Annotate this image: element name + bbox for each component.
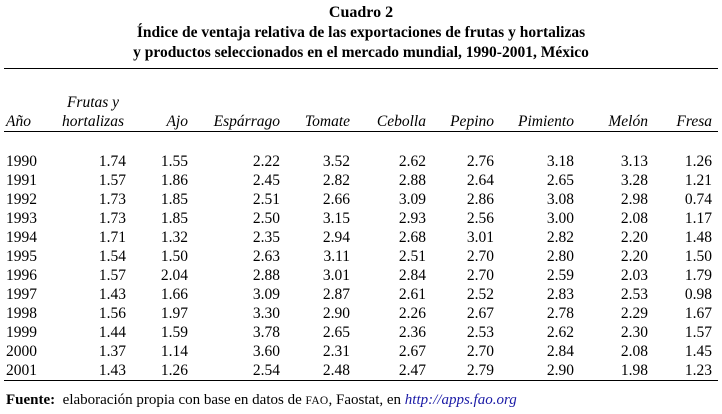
value-cell: 2.62 [398,153,426,170]
value-cell: 2.53 [620,286,648,303]
value-cell: 2.80 [546,248,574,265]
value-cell: 1.17 [684,210,712,227]
table-row [4,304,718,323]
value-cell: 1.32 [160,229,188,246]
value-cell: 3.52 [322,153,350,170]
source-text-after: , Faostat, en [328,392,405,408]
value-cell: 2.83 [546,286,574,303]
value-cell: 2.78 [546,305,574,322]
table-row [4,361,718,380]
value-cell: 2.36 [398,324,426,341]
value-cell: 1.55 [160,153,188,170]
table-caption [0,3,722,63]
source-link[interactable]: http://apps.fao.org [404,392,517,408]
value-cell: 1.98 [620,362,648,379]
table-number: Cuadro 2 [328,4,394,21]
header-year: Año [6,113,31,130]
value-cell: 2.20 [620,229,648,246]
data-table [4,68,718,380]
table-bottom-rule [4,380,718,381]
value-cell: 3.09 [398,191,426,208]
value-cell: 2.94 [322,229,350,246]
value-cell: 2.88 [252,267,280,284]
header-frutas-line1: Frutas y [66,94,120,111]
value-cell: 2.03 [620,267,648,284]
value-cell: 3.15 [322,210,350,227]
value-cell: 2.65 [322,324,350,341]
value-cell: 1.74 [98,153,126,170]
value-cell: 2.04 [160,267,188,284]
header-frutas-line2: hortalizas [61,113,124,130]
value-cell: 2.93 [398,210,426,227]
value-cell: 2.08 [620,343,648,360]
value-cell: 2.84 [398,267,426,284]
value-cell: 1.85 [160,191,188,208]
header-pepino: Pepino [450,113,494,130]
table-row [4,266,718,285]
header-fresa: Fresa [676,113,712,130]
value-cell: 1.54 [98,248,126,265]
table-title-line-2: y productos seleccionados en el mercado mundial, 1990-2001, México [133,44,589,61]
value-cell: 2.87 [322,286,350,303]
table-row [4,247,718,266]
value-cell: 1.26 [160,362,188,379]
value-cell: 1.43 [98,362,126,379]
value-cell: 3.28 [620,172,648,189]
value-cell: 2.63 [252,248,280,265]
value-cell: 1.26 [684,153,712,170]
value-cell: 2.54 [252,362,280,379]
value-cell: 1.71 [98,229,126,246]
table-row [4,228,718,247]
value-cell: 1.73 [98,210,126,227]
value-cell: 3.60 [252,343,280,360]
header-melon: Melón [608,113,648,130]
value-cell: 1.21 [684,172,712,189]
value-cell: 2.59 [546,267,574,284]
value-cell: 2.20 [620,248,648,265]
value-cell: 2.64 [466,172,494,189]
value-cell: 1.45 [684,343,712,360]
table-title-line-1: Índice de ventaja relativa de las exportaciones de frutas y hortalizas [136,24,586,41]
value-cell: 2.68 [398,229,426,246]
table-row [4,342,718,361]
value-cell: 1.50 [160,248,188,265]
header-ajo: Ajo [166,113,188,130]
value-cell: 2.67 [466,305,494,322]
value-cell: 2.30 [620,324,648,341]
year-cell: 1996 [6,267,37,284]
value-cell: 2.35 [252,229,280,246]
header-row [4,68,718,142]
value-cell: 2.29 [620,305,648,322]
value-cell: 2.56 [466,210,494,227]
value-cell: 1.85 [160,210,188,227]
value-cell: 1.66 [160,286,188,303]
value-cell: 1.43 [98,286,126,303]
value-cell: 3.08 [546,191,574,208]
value-cell: 1.57 [98,172,126,189]
year-cell: 1997 [6,286,37,303]
source-org: FAO [305,395,329,407]
value-cell: 2.82 [546,229,574,246]
table-row [4,142,718,171]
value-cell: 2.90 [322,305,350,322]
value-cell: 3.13 [620,153,648,170]
year-cell: 2000 [6,343,37,360]
table-row [4,171,718,190]
value-cell: 3.00 [546,210,574,227]
value-cell: 2.76 [466,153,494,170]
header-esparrago: Espárrago [213,113,280,130]
value-cell: 3.09 [252,286,280,303]
value-cell: 2.45 [252,172,280,189]
value-cell: 2.70 [466,248,494,265]
value-cell: 2.79 [466,362,494,379]
value-cell: 3.18 [546,153,574,170]
value-cell: 2.90 [546,362,574,379]
value-cell: 2.48 [322,362,350,379]
table-row [4,323,718,342]
value-cell: 3.01 [322,267,350,284]
header-pimiento: Pimiento [518,113,574,130]
header-cebolla: Cebolla [376,113,426,130]
value-cell: 1.73 [98,191,126,208]
value-cell: 1.57 [98,267,126,284]
year-cell: 1999 [6,324,37,341]
value-cell: 1.67 [684,305,712,322]
value-cell: 2.66 [322,191,350,208]
value-cell: 2.84 [546,343,574,360]
value-cell: 2.98 [620,191,648,208]
source-note [6,392,517,409]
value-cell: 3.30 [252,305,280,322]
source-text-before: elaboración propia con base en datos de [62,392,306,408]
value-cell: 2.08 [620,210,648,227]
value-cell: 3.01 [466,229,494,246]
value-cell: 2.61 [398,286,426,303]
value-cell: 2.50 [252,210,280,227]
value-cell: 0.98 [684,286,712,303]
header-tomate: Tomate [304,113,350,130]
value-cell: 1.23 [684,362,712,379]
value-cell: 1.57 [684,324,712,341]
value-cell: 2.51 [398,248,426,265]
value-cell: 2.22 [252,153,280,170]
table-body [4,142,718,380]
value-cell: 2.26 [398,305,426,322]
value-cell: 3.78 [252,324,280,341]
year-cell: 1998 [6,305,37,322]
source-label: Fuente: [6,392,56,408]
value-cell: 2.62 [546,324,574,341]
value-cell: 1.37 [98,343,126,360]
value-cell: 3.11 [323,248,350,265]
table-row [4,190,718,209]
value-cell: 2.70 [466,267,494,284]
table-row [4,209,718,228]
year-cell: 1991 [6,172,37,189]
value-cell: 1.48 [684,229,712,246]
value-cell: 2.86 [466,191,494,208]
year-cell: 1990 [6,153,37,170]
value-cell: 1.97 [160,305,188,322]
year-cell: 1992 [6,191,37,208]
year-cell: 1995 [6,248,37,265]
value-cell: 1.56 [98,305,126,322]
value-cell: 1.59 [160,324,188,341]
value-cell: 2.53 [466,324,494,341]
header-frutas-hortalizas [54,68,132,142]
value-cell: 2.47 [398,362,426,379]
value-cell: 2.51 [252,191,280,208]
value-cell: 2.67 [398,343,426,360]
value-cell: 0.74 [684,191,712,208]
value-cell: 2.31 [322,343,350,360]
value-cell: 2.88 [398,172,426,189]
value-cell: 1.50 [684,248,712,265]
value-cell: 2.52 [466,286,494,303]
value-cell: 1.79 [684,267,712,284]
year-cell: 1994 [6,229,37,246]
value-cell: 2.70 [466,343,494,360]
value-cell: 1.44 [98,324,126,341]
value-cell: 2.82 [322,172,350,189]
value-cell: 2.65 [546,172,574,189]
year-cell: 2001 [6,362,37,379]
value-cell: 1.86 [160,172,188,189]
year-cell: 1993 [6,210,37,227]
value-cell: 1.14 [160,343,188,360]
table-row [4,285,718,304]
